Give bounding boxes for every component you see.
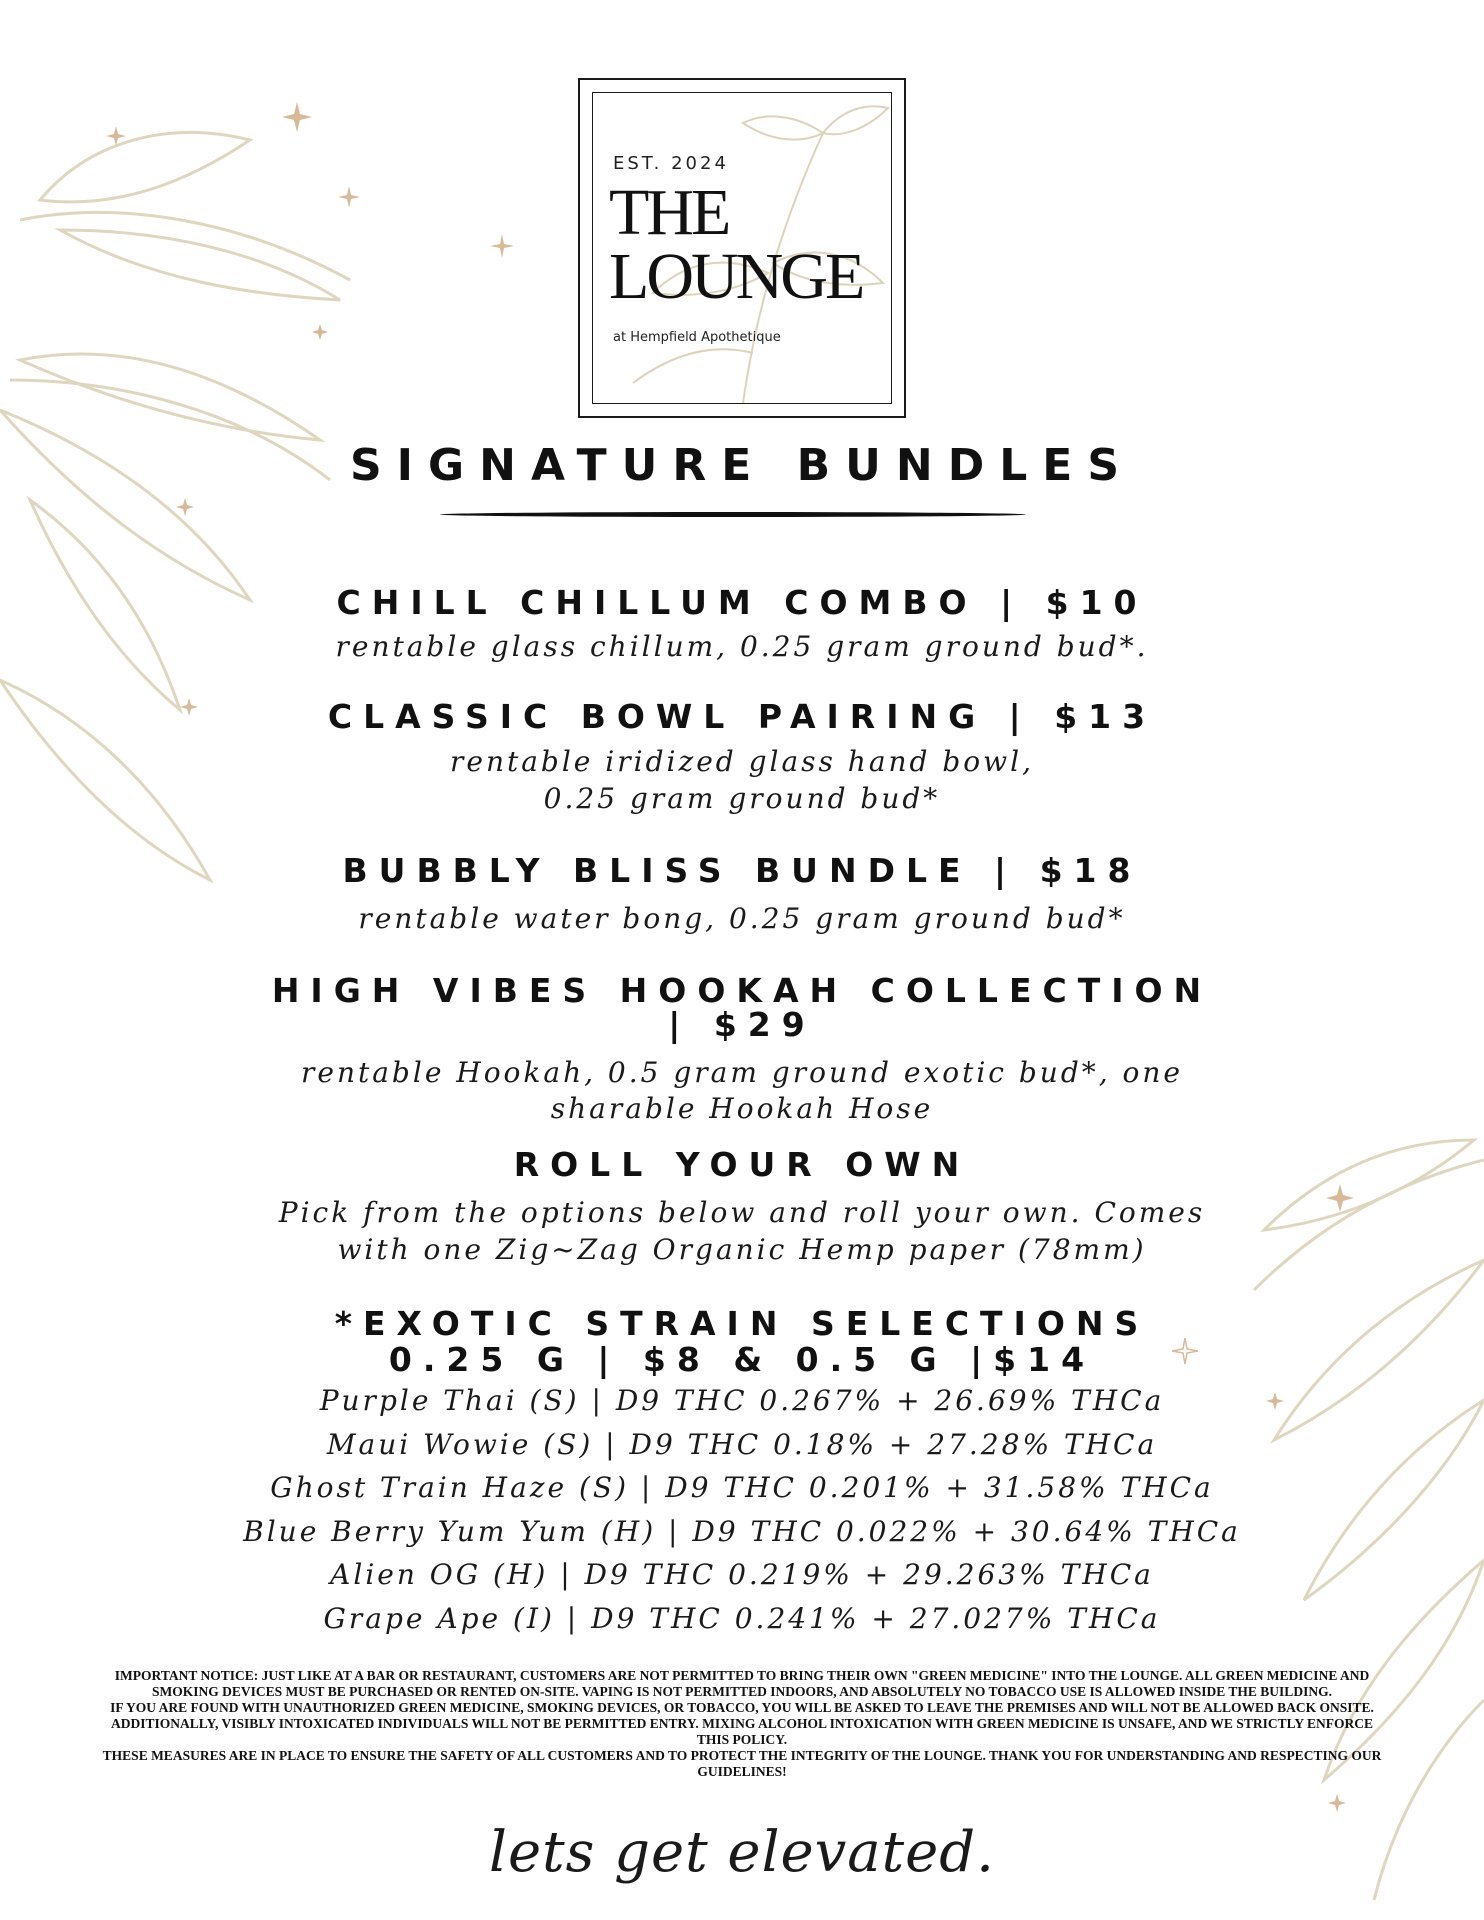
- exotic-heading-line1: *EXOTIC STRAIN SELECTIONS: [334, 1304, 1150, 1343]
- sparkle-star-icon: [176, 498, 194, 516]
- important-notice: [100, 1668, 1384, 1780]
- sparkle-star-icon: [490, 234, 514, 258]
- bundle-bubbly-bliss-desc: rentable water bong, 0.25 gram ground bud*: [358, 902, 1126, 935]
- sparkle-star-icon: [312, 324, 328, 340]
- logo-est-year: EST. 2024: [613, 153, 729, 174]
- bundle-high-vibes-title-line2: | $29: [668, 1005, 816, 1044]
- bundle-high-vibes-desc-line2: sharable Hookah Hose: [550, 1092, 934, 1125]
- notice-paragraph-1: IMPORTANT NOTICE: JUST LIKE AT A BAR OR RESTAURANT, CUSTOMERS ARE NOT PERMITTED TO BRING THEIR OWN "GREEN MEDICINE" INTO THE LOUNGE. ALL GREEN MEDICINE AND SMOKING DEVICES MUST BE PURCHASED OR RENTED ON-SITE. VAPING IS NOT PERMITTED INDOORS, AND ABSOLUTELY NO TOBACCO USE IS ALLOWED INSIDE THE BUILDING.: [114, 1668, 1370, 1699]
- logo-title: [609, 176, 889, 313]
- bundle-roll-your-own-desc-line2: with one Zig~Zag Organic Hemp paper (78mm): [337, 1233, 1147, 1266]
- strain-item: Grape Ape (I) | D9 THC 0.241% + 27.027% THCa: [323, 1602, 1161, 1635]
- sparkle-star-icon: [282, 102, 312, 132]
- tagline: lets get elevated.: [489, 1820, 995, 1885]
- notice-paragraph-3: THESE MEASURES ARE IN PLACE TO ENSURE THE SAFETY OF ALL CUSTOMERS AND TO PROTECT THE INTEGRITY OF THE LOUNGE. THANK YOU FOR UNDERSTANDING AND RESPECTING OUR GUIDELINES!: [102, 1748, 1382, 1779]
- exotic-heading-line2: 0.25 G | $8 & 0.5 G |$14: [388, 1340, 1096, 1379]
- strain-item: Ghost Train Haze (S) | D9 THC 0.201% + 31.58% THCa: [270, 1471, 1214, 1504]
- bundle-chill-chillum-title: CHILL CHILLUM COMBO | $10: [336, 583, 1148, 622]
- logo-inner-frame: [592, 92, 892, 404]
- bundle-high-vibes-title-line1: HIGH VIBES HOOKAH COLLECTION: [271, 971, 1213, 1010]
- logo-title-line1: THE: [609, 176, 729, 249]
- strain-item: Maui Wowie (S) | D9 THC 0.18% + 27.28% THCa: [326, 1428, 1158, 1461]
- bundle-high-vibes-desc-line1: rentable Hookah, 0.5 gram ground exotic bud*, one: [301, 1056, 1183, 1089]
- notice-paragraph-2: IF YOU ARE FOUND WITH UNAUTHORIZED GREEN MEDICINE, SMOKING DEVICES, OR TOBACCO, YOU WILL BE ASKED TO LEAVE THE PREMISES AND WILL NOT BE ALLOWED BACK ONSITE. ADDITIONALLY, VISIBLY INTOXICATED INDIVIDUALS WILL NOT BE PERMITTED ENTRY. MIXING ALCOHOL INTOXICATION WITH GREEN MEDICINE IS UNSAFE, AND WE STRICTLY ENFORCE THIS POLICY.: [110, 1700, 1374, 1747]
- logo: [578, 78, 906, 418]
- sparkle-star-icon: [338, 186, 360, 208]
- title-underline: [440, 512, 1026, 517]
- bundle-classic-bowl-desc-line2: 0.25 gram ground bud*: [543, 782, 941, 815]
- logo-subtitle: at Hempfield Apothetique: [613, 330, 781, 345]
- strain-item: Blue Berry Yum Yum (H) | D9 THC 0.022% + 30.64% THCa: [243, 1515, 1241, 1548]
- sparkle-star-icon: [106, 126, 126, 146]
- bundle-classic-bowl-title: CLASSIC BOWL PAIRING | $13: [327, 697, 1157, 736]
- bundle-roll-your-own-title: ROLL YOUR OWN: [513, 1145, 971, 1184]
- strain-item: Alien OG (H) | D9 THC 0.219% + 29.263% THCa: [330, 1558, 1154, 1591]
- sparkle-star-icon: [1328, 1794, 1346, 1812]
- strain-item: Purple Thai (S) | D9 THC 0.267% + 26.69% THCa: [319, 1384, 1165, 1417]
- page-title: SIGNATURE BUNDLES: [349, 440, 1135, 491]
- logo-title-line2: LOUNGE: [609, 240, 863, 313]
- bundle-bubbly-bliss-title: BUBBLY BLISS BUNDLE | $18: [342, 851, 1142, 890]
- bundle-roll-your-own-desc-line1: Pick from the options below and roll your own. Comes: [278, 1196, 1206, 1229]
- bundle-chill-chillum-desc: rentable glass chillum, 0.25 gram ground bud*.: [335, 630, 1149, 663]
- bundle-classic-bowl-desc-line1: rentable iridized glass hand bowl,: [449, 745, 1034, 778]
